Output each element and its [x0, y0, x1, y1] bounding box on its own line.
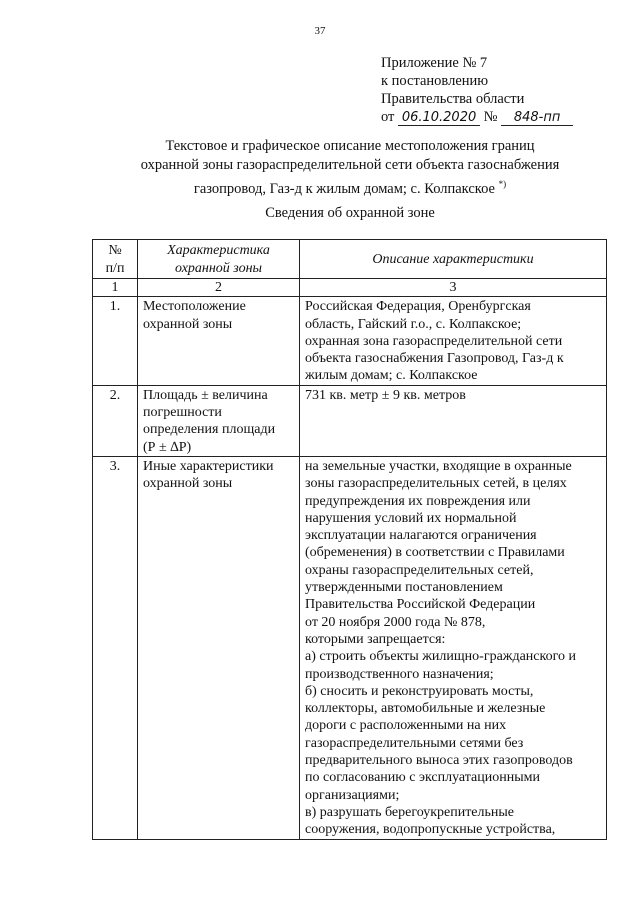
row-description: 731 кв. метр ± 9 кв. метров	[300, 385, 607, 456]
table-row	[93, 456, 607, 839]
row-characteristic: Иные характеристики охранной зоны	[138, 456, 300, 839]
annex-header	[381, 54, 573, 126]
title-line-2: охранной зоны газораспределительной сети объекта газоснабжения	[140, 157, 560, 173]
table-row	[93, 385, 607, 456]
annex-line-3: Правительства области	[381, 91, 525, 107]
table-index-row	[93, 279, 607, 297]
table-header-row	[93, 240, 607, 279]
footnote-mark: *)	[498, 179, 507, 189]
header-cell-description: Описание характеристики	[300, 240, 607, 279]
row-characteristic: Местоположение охранной зоны	[138, 297, 300, 385]
header-cell-number: № п/п	[93, 240, 138, 279]
document-title	[80, 137, 620, 199]
header-cell-characteristic: Характеристика охранной зоны	[138, 240, 300, 279]
row-characteristic: Площадь ± величина погрешности определения площади (Р ± ∆Р)	[138, 385, 300, 456]
date-prefix: от	[381, 109, 395, 125]
row-number: 1.	[93, 297, 138, 385]
index-cell: 3	[300, 279, 607, 297]
page-number: 37	[314, 25, 326, 37]
title-line-1: Текстовое и графическое описание местоположения границ	[165, 138, 535, 154]
index-cell: 2	[138, 279, 300, 297]
annex-title: Приложение № 7	[381, 55, 488, 71]
row-description: на земельные участки, входящие в охранные зоны газораспределительных сетей, в целях предупреждения их повреждения или нарушения условий их нормальной эксплуатации налагаются ограничения (обременения) в соответствии с Правилами охраны газораспределительных сетей, утвержденными постановлением Правительства Российской Федерации от 20 ноября 2000 года № 878, которыми запрещается: а) строить объекты жилищно-гражданского и производственного назначения; б) сносить и реконструировать мосты, коллекторы, автомобильные и железные дороги с расположенными на них газораспределительными сетями без предварительного выноса этих газопроводов по согласованию с эксплуатационными организациями; в) разрушать берегоукрепительные сооружения, водопропускные устройства,	[300, 456, 607, 839]
row-number: 3.	[93, 456, 138, 839]
annex-line-2: к постановлению	[381, 73, 489, 89]
index-cell: 1	[93, 279, 138, 297]
handwritten-number: 848-пп	[501, 110, 573, 126]
handwritten-date: 06.10.2020	[398, 110, 480, 126]
protection-zone-table	[92, 239, 607, 840]
section-subtitle: Сведения об охранной зоне	[265, 205, 435, 221]
number-prefix: №	[483, 109, 498, 125]
row-description: Российская Федерация, Оренбургская область, Гайский г.о., с. Колпакское; охранная зона газораспределительной сети объекта газоснабжения Газопровод, Газ-д к жилым домам; с. Колпакское	[300, 297, 607, 385]
row-number: 2.	[93, 385, 138, 456]
table-row	[93, 297, 607, 385]
title-line-3: газопровод, Газ-д к жилым домам; с. Колпакское *)	[193, 179, 507, 197]
annex-date-line	[381, 108, 573, 126]
